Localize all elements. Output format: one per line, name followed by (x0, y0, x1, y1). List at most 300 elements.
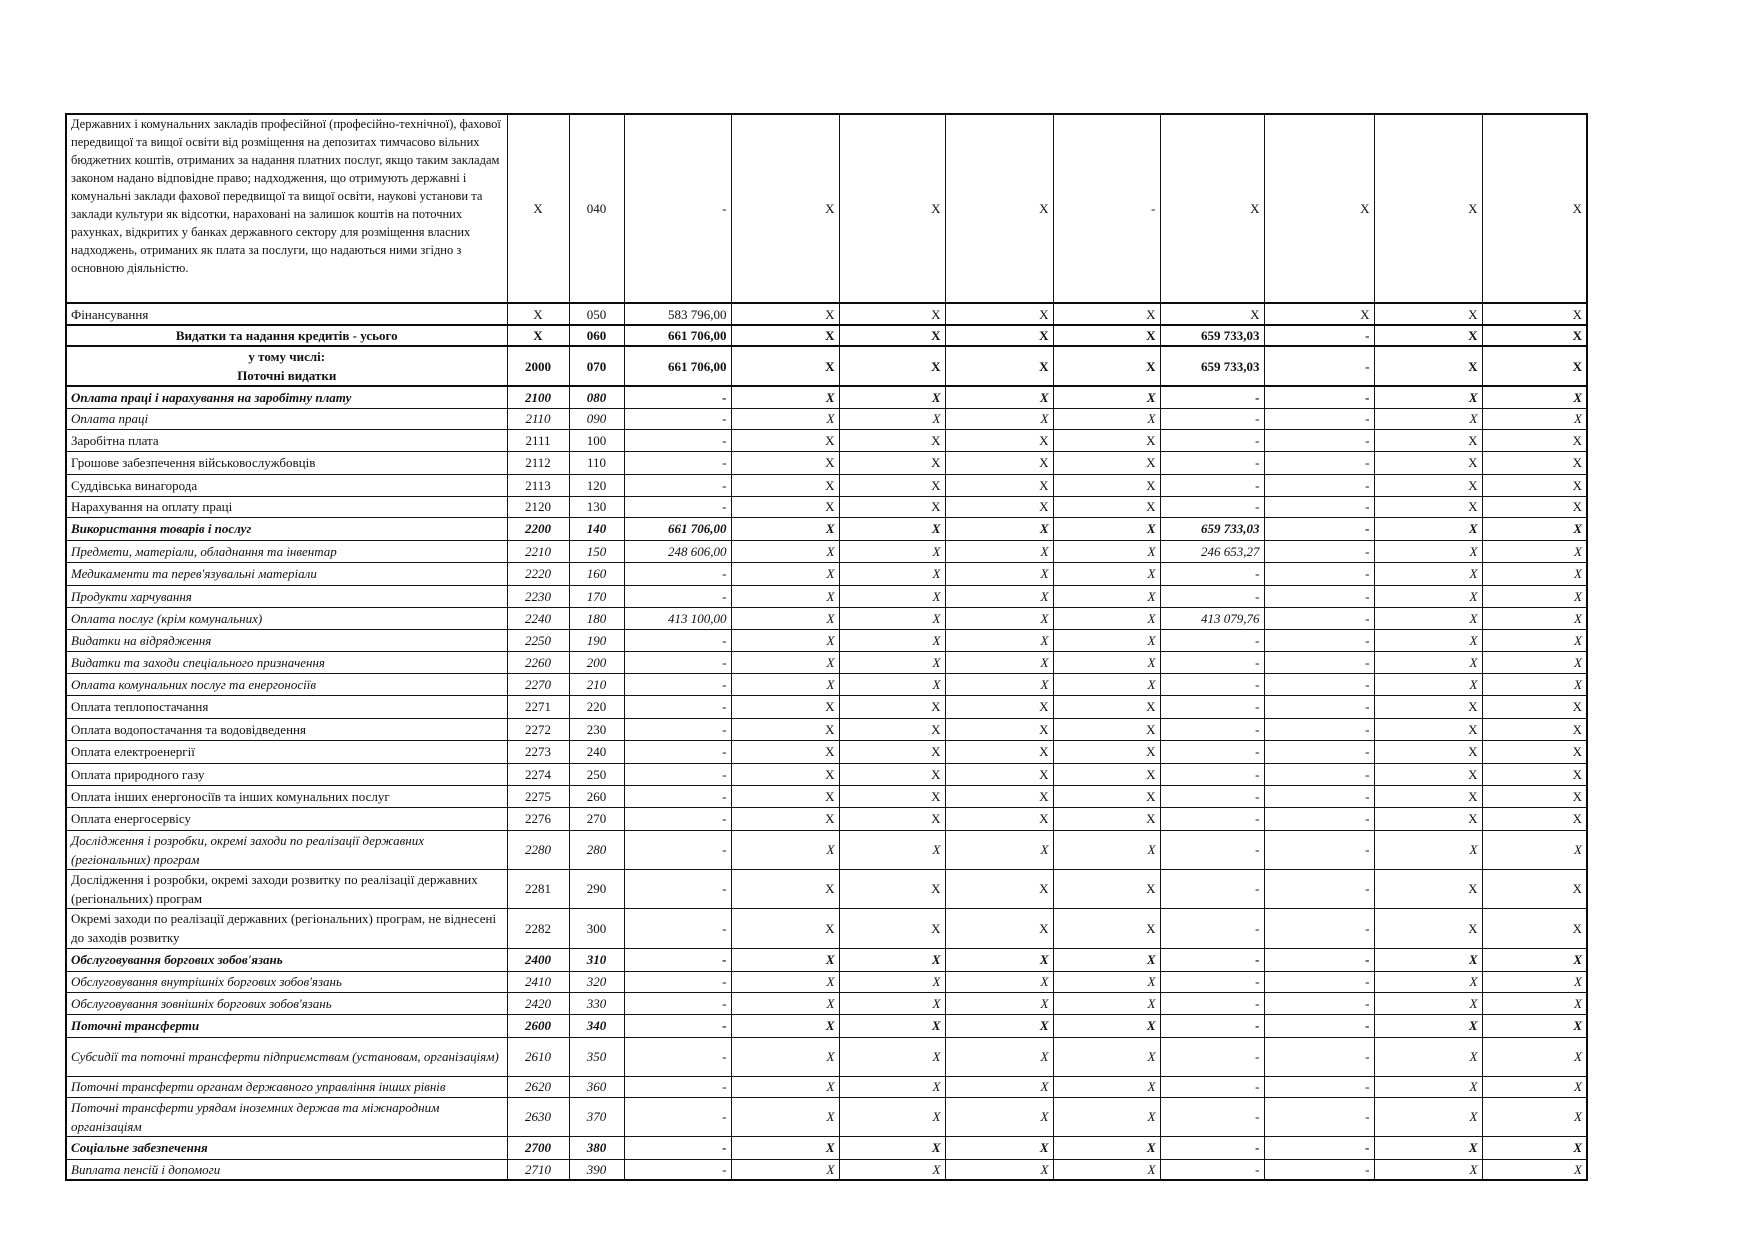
value-cell: - (624, 386, 731, 408)
budget-report-table (65, 113, 1588, 1181)
value-cell: X (1482, 408, 1587, 429)
value-cell: X (1374, 517, 1482, 540)
kekv-code: 2630 (507, 1097, 569, 1136)
value-cell: - (624, 740, 731, 763)
value-cell: X (839, 971, 945, 992)
table-row (66, 1097, 1587, 1136)
kekv-code: X (507, 303, 569, 325)
value-cell: X (945, 629, 1053, 651)
row-name: Оплата інших енергоносіїв та інших комунальних послуг (66, 785, 507, 807)
kekv-code: 2610 (507, 1037, 569, 1076)
value-cell: - (1264, 474, 1374, 496)
value-cell: - (1264, 740, 1374, 763)
value-cell: - (1264, 517, 1374, 540)
value-cell: X (1374, 740, 1482, 763)
value-cell: - (624, 908, 731, 948)
value-cell: - (1160, 651, 1264, 673)
value-cell: X (1374, 629, 1482, 651)
value-cell: - (1160, 740, 1264, 763)
value-cell: X (839, 562, 945, 585)
value-cell: X (839, 673, 945, 695)
value-cell: X (1482, 695, 1587, 718)
value-cell: X (1053, 763, 1160, 785)
value-cell: X (945, 562, 1053, 585)
row-name: Оплата енергосервісу (66, 807, 507, 830)
value-cell: X (1374, 346, 1482, 386)
table-row (66, 325, 1587, 346)
value-cell: X (731, 948, 839, 971)
value-cell: X (731, 718, 839, 740)
table-row (66, 517, 1587, 540)
table-row (66, 1159, 1587, 1180)
value-cell: - (1264, 1136, 1374, 1159)
value-cell: X (945, 992, 1053, 1014)
value-cell: X (1482, 718, 1587, 740)
kekv-code: 2400 (507, 948, 569, 971)
value-cell: X (1053, 607, 1160, 629)
value-cell: X (839, 1136, 945, 1159)
value-cell: - (1264, 1037, 1374, 1076)
value-cell: X (731, 1136, 839, 1159)
value-cell: - (1264, 763, 1374, 785)
row-code: 190 (569, 629, 624, 651)
table-row (66, 992, 1587, 1014)
kekv-code: 2275 (507, 785, 569, 807)
value-cell: - (1160, 992, 1264, 1014)
value-cell: X (945, 325, 1053, 346)
value-cell: X (731, 562, 839, 585)
value-cell: - (624, 948, 731, 971)
row-code: 040 (569, 114, 624, 303)
value-cell: - (624, 1014, 731, 1037)
row-name: Оплата теплопостачання (66, 695, 507, 718)
row-code: 260 (569, 785, 624, 807)
value-cell: - (624, 451, 731, 474)
value-cell: - (1264, 1159, 1374, 1180)
value-cell: X (839, 763, 945, 785)
value-cell: X (1374, 474, 1482, 496)
value-cell: X (731, 673, 839, 695)
value-cell: X (945, 785, 1053, 807)
value-cell: - (1264, 971, 1374, 992)
value-cell: X (839, 607, 945, 629)
kekv-code: X (507, 325, 569, 346)
value-cell: X (1374, 303, 1482, 325)
row-code: 220 (569, 695, 624, 718)
value-cell: X (945, 1136, 1053, 1159)
value-cell: X (1053, 562, 1160, 585)
value-cell: - (1264, 346, 1374, 386)
value-cell: X (731, 408, 839, 429)
value-cell: - (624, 830, 731, 869)
value-cell: X (731, 1037, 839, 1076)
row-name: Видатки та заходи спеціального призначення (66, 651, 507, 673)
row-code: 140 (569, 517, 624, 540)
table-row (66, 695, 1587, 718)
row-name: Медикаменти та перев'язувальні матеріали (66, 562, 507, 585)
table-row (66, 971, 1587, 992)
row-code: 210 (569, 673, 624, 695)
value-cell: X (1053, 1097, 1160, 1136)
value-cell: X (1482, 1136, 1587, 1159)
value-cell: X (1374, 785, 1482, 807)
value-cell: 661 706,00 (624, 517, 731, 540)
row-code: 130 (569, 496, 624, 517)
value-cell: X (1374, 948, 1482, 971)
value-cell: X (839, 585, 945, 607)
table-row (66, 673, 1587, 695)
row-name: Соціальне забезпечення (66, 1136, 507, 1159)
kekv-code: 2281 (507, 869, 569, 908)
value-cell: - (1264, 629, 1374, 651)
value-cell: X (945, 517, 1053, 540)
value-cell: X (1374, 971, 1482, 992)
row-name: Обслуговування внутрішніх боргових зобов'язань (66, 971, 507, 992)
value-cell: X (945, 807, 1053, 830)
value-cell: - (624, 429, 731, 451)
value-cell: X (839, 1076, 945, 1097)
value-cell: X (731, 629, 839, 651)
kekv-code: 2620 (507, 1076, 569, 1097)
value-cell: X (1053, 1159, 1160, 1180)
value-cell: X (1482, 740, 1587, 763)
value-cell: X (945, 429, 1053, 451)
value-cell: - (624, 651, 731, 673)
table-row (66, 496, 1587, 517)
value-cell: X (1053, 540, 1160, 562)
row-name: Обслуговування зовнішніх боргових зобов'язань (66, 992, 507, 1014)
value-cell: 246 653,27 (1160, 540, 1264, 562)
table-row (66, 763, 1587, 785)
value-cell: - (624, 763, 731, 785)
value-cell: - (1160, 948, 1264, 971)
row-code: 320 (569, 971, 624, 992)
row-code: 090 (569, 408, 624, 429)
value-cell: X (1374, 1097, 1482, 1136)
table-row (66, 1076, 1587, 1097)
value-cell: X (1482, 429, 1587, 451)
kekv-code: 2273 (507, 740, 569, 763)
value-cell: X (945, 1014, 1053, 1037)
value-cell: X (839, 346, 945, 386)
row-name: у тому числі: Поточні видатки (66, 346, 507, 386)
value-cell: - (1160, 807, 1264, 830)
row-name: Дослідження і розробки, окремі заходи по реалізації державних (регіональних) програм (66, 830, 507, 869)
value-cell: X (1374, 1136, 1482, 1159)
value-cell: X (1053, 695, 1160, 718)
kekv-code: 2110 (507, 408, 569, 429)
row-code: 150 (569, 540, 624, 562)
value-cell: - (1160, 386, 1264, 408)
value-cell: - (1264, 540, 1374, 562)
value-cell: - (1264, 496, 1374, 517)
row-code: 110 (569, 451, 624, 474)
value-cell: X (945, 346, 1053, 386)
table-row (66, 303, 1587, 325)
value-cell: X (1482, 869, 1587, 908)
value-cell: X (1053, 869, 1160, 908)
value-cell: - (1160, 562, 1264, 585)
value-cell: - (1160, 1159, 1264, 1180)
row-code: 300 (569, 908, 624, 948)
value-cell: - (1264, 785, 1374, 807)
row-name: Оплата водопостачання та водовідведення (66, 718, 507, 740)
value-cell: - (1160, 629, 1264, 651)
value-cell: X (1374, 585, 1482, 607)
value-cell: - (1160, 908, 1264, 948)
row-code: 180 (569, 607, 624, 629)
row-code: 270 (569, 807, 624, 830)
row-code: 360 (569, 1076, 624, 1097)
value-cell: X (945, 718, 1053, 740)
kekv-code: 2282 (507, 908, 569, 948)
value-cell: X (839, 629, 945, 651)
value-cell: X (945, 303, 1053, 325)
value-cell: X (1374, 869, 1482, 908)
value-cell: - (1264, 948, 1374, 971)
table-row (66, 785, 1587, 807)
value-cell: X (1374, 695, 1482, 718)
value-cell: - (1264, 695, 1374, 718)
row-name: Державних і комунальних закладів професійної (професійно-технічної), фахової передвищої та вищої освіти від розміщення на депозитах тимчасово вільних бюджетних коштів, отриманих за надання платних послуг, якщо таким закладам законом надано відповідне право; надходження, що отримують державні і комунальні заклади фахової передвищої та вищої освіти, наукові установи та заклади культури як відсотки, нараховані на залишок коштів на поточних рахунках, відкритих у банках державного сектору для розміщення власних надходжень, отриманих як плата за послуги, що надаються ними згідно з основною діяльністю. (66, 114, 507, 303)
value-cell: X (731, 303, 839, 325)
value-cell: - (1160, 763, 1264, 785)
table-row (66, 114, 1587, 303)
table-row (66, 1136, 1587, 1159)
value-cell: X (1482, 992, 1587, 1014)
row-code: 290 (569, 869, 624, 908)
value-cell: - (624, 807, 731, 830)
value-cell: X (731, 346, 839, 386)
table-row (66, 629, 1587, 651)
value-cell: - (624, 971, 731, 992)
row-code: 170 (569, 585, 624, 607)
value-cell: X (1374, 763, 1482, 785)
value-cell: X (945, 607, 1053, 629)
value-cell: X (839, 718, 945, 740)
value-cell: - (1264, 562, 1374, 585)
value-cell: X (731, 114, 839, 303)
row-name: Нарахування на оплату праці (66, 496, 507, 517)
table-row (66, 908, 1587, 948)
table-row (66, 740, 1587, 763)
value-cell: X (945, 386, 1053, 408)
value-cell: X (1482, 763, 1587, 785)
value-cell: X (731, 740, 839, 763)
kekv-code: 2260 (507, 651, 569, 673)
value-cell: - (1264, 651, 1374, 673)
value-cell: - (1160, 718, 1264, 740)
value-cell: - (1160, 785, 1264, 807)
row-code: 080 (569, 386, 624, 408)
value-cell: X (1053, 303, 1160, 325)
value-cell: X (1264, 114, 1374, 303)
row-code: 200 (569, 651, 624, 673)
value-cell: X (839, 1159, 945, 1180)
row-name: Оплата електроенергії (66, 740, 507, 763)
value-cell: X (839, 1014, 945, 1037)
value-cell: - (1264, 585, 1374, 607)
value-cell: - (624, 1097, 731, 1136)
value-cell: X (1053, 629, 1160, 651)
row-name: Оплата праці (66, 408, 507, 429)
table-row (66, 607, 1587, 629)
value-cell: X (1482, 517, 1587, 540)
value-cell: X (945, 948, 1053, 971)
kekv-code: 2272 (507, 718, 569, 740)
value-cell: 661 706,00 (624, 325, 731, 346)
value-cell: X (1053, 740, 1160, 763)
value-cell: X (1482, 585, 1587, 607)
value-cell: X (731, 695, 839, 718)
kekv-code: X (507, 114, 569, 303)
value-cell: X (839, 948, 945, 971)
row-name: Продукти харчування (66, 585, 507, 607)
value-cell: - (624, 474, 731, 496)
value-cell: X (1374, 992, 1482, 1014)
value-cell: - (1264, 673, 1374, 695)
table-row (66, 562, 1587, 585)
kekv-code: 2120 (507, 496, 569, 517)
table-row (66, 807, 1587, 830)
value-cell: X (839, 496, 945, 517)
value-cell: X (731, 1159, 839, 1180)
row-code: 380 (569, 1136, 624, 1159)
value-cell: X (945, 474, 1053, 496)
value-cell: X (1053, 496, 1160, 517)
row-code: 330 (569, 992, 624, 1014)
value-cell: - (1160, 1014, 1264, 1037)
value-cell: X (1482, 1014, 1587, 1037)
row-name: Обслуговування боргових зобов'язань (66, 948, 507, 971)
value-cell: - (1160, 585, 1264, 607)
value-cell: X (1053, 948, 1160, 971)
value-cell: X (945, 971, 1053, 992)
value-cell: X (1053, 830, 1160, 869)
value-cell: 659 733,03 (1160, 346, 1264, 386)
row-code: 280 (569, 830, 624, 869)
kekv-code: 2250 (507, 629, 569, 651)
value-cell: - (624, 114, 731, 303)
value-cell: X (731, 474, 839, 496)
kekv-code: 2410 (507, 971, 569, 992)
value-cell: X (1374, 1159, 1482, 1180)
value-cell: - (624, 673, 731, 695)
row-code: 100 (569, 429, 624, 451)
value-cell: X (839, 1097, 945, 1136)
value-cell: X (1482, 451, 1587, 474)
value-cell: X (1264, 303, 1374, 325)
value-cell: X (839, 651, 945, 673)
value-cell: X (945, 651, 1053, 673)
value-cell: 248 606,00 (624, 540, 731, 562)
value-cell: X (1053, 451, 1160, 474)
value-cell: X (1053, 474, 1160, 496)
row-name: Використання товарів і послуг (66, 517, 507, 540)
kekv-code: 2240 (507, 607, 569, 629)
row-name: Поточні трансферти (66, 1014, 507, 1037)
value-cell: X (1374, 325, 1482, 346)
value-cell: X (945, 830, 1053, 869)
value-cell: X (1482, 562, 1587, 585)
row-name: Оплата природного газу (66, 763, 507, 785)
value-cell: X (731, 830, 839, 869)
value-cell: - (1160, 496, 1264, 517)
value-cell: X (1482, 971, 1587, 992)
value-cell: - (1160, 474, 1264, 496)
table-row (66, 408, 1587, 429)
value-cell: 413 100,00 (624, 607, 731, 629)
value-cell: X (1374, 496, 1482, 517)
value-cell: X (1374, 114, 1482, 303)
value-cell: - (624, 1136, 731, 1159)
value-cell: - (624, 718, 731, 740)
value-cell: - (1264, 325, 1374, 346)
value-cell: - (624, 408, 731, 429)
value-cell: X (945, 1097, 1053, 1136)
row-code: 070 (569, 346, 624, 386)
value-cell: X (731, 517, 839, 540)
kekv-code: 2280 (507, 830, 569, 869)
value-cell: X (945, 1037, 1053, 1076)
value-cell: X (839, 740, 945, 763)
value-cell: X (1053, 517, 1160, 540)
value-cell: - (1160, 1097, 1264, 1136)
row-name: Дослідження і розробки, окремі заходи розвитку по реалізації державних (регіональних) програм (66, 869, 507, 908)
table-row (66, 651, 1587, 673)
table-row (66, 1014, 1587, 1037)
row-name: Заробітна плата (66, 429, 507, 451)
value-cell: X (1374, 607, 1482, 629)
value-cell: X (731, 807, 839, 830)
row-name: Поточні трансферти органам державного управління інших рівнів (66, 1076, 507, 1097)
value-cell: X (1374, 1014, 1482, 1037)
row-name: Видатки та надання кредитів - усього (66, 325, 507, 346)
value-cell: X (1053, 585, 1160, 607)
value-cell: X (1053, 346, 1160, 386)
value-cell: - (1264, 1014, 1374, 1037)
kekv-code: 2600 (507, 1014, 569, 1037)
value-cell: X (1482, 807, 1587, 830)
value-cell: X (1053, 325, 1160, 346)
kekv-code: 2271 (507, 695, 569, 718)
value-cell: - (1160, 451, 1264, 474)
kekv-code: 2000 (507, 346, 569, 386)
value-cell: X (839, 408, 945, 429)
value-cell: - (1264, 1076, 1374, 1097)
value-cell: X (1053, 1136, 1160, 1159)
value-cell: - (1264, 429, 1374, 451)
value-cell: - (624, 869, 731, 908)
value-cell: X (839, 540, 945, 562)
value-cell: X (1374, 1076, 1482, 1097)
value-cell: X (1374, 408, 1482, 429)
value-cell: X (1053, 1076, 1160, 1097)
value-cell: X (1374, 386, 1482, 408)
value-cell: 659 733,03 (1160, 517, 1264, 540)
value-cell: X (1053, 651, 1160, 673)
row-code: 310 (569, 948, 624, 971)
value-cell: - (1264, 386, 1374, 408)
value-cell: X (945, 1159, 1053, 1180)
value-cell: X (1374, 830, 1482, 869)
value-cell: - (1264, 451, 1374, 474)
row-name: Субсидії та поточні трансферти підприємствам (установам, організаціям) (66, 1037, 507, 1076)
value-cell: X (945, 1076, 1053, 1097)
value-cell: X (839, 807, 945, 830)
value-cell: - (1160, 429, 1264, 451)
value-cell: - (1264, 1097, 1374, 1136)
